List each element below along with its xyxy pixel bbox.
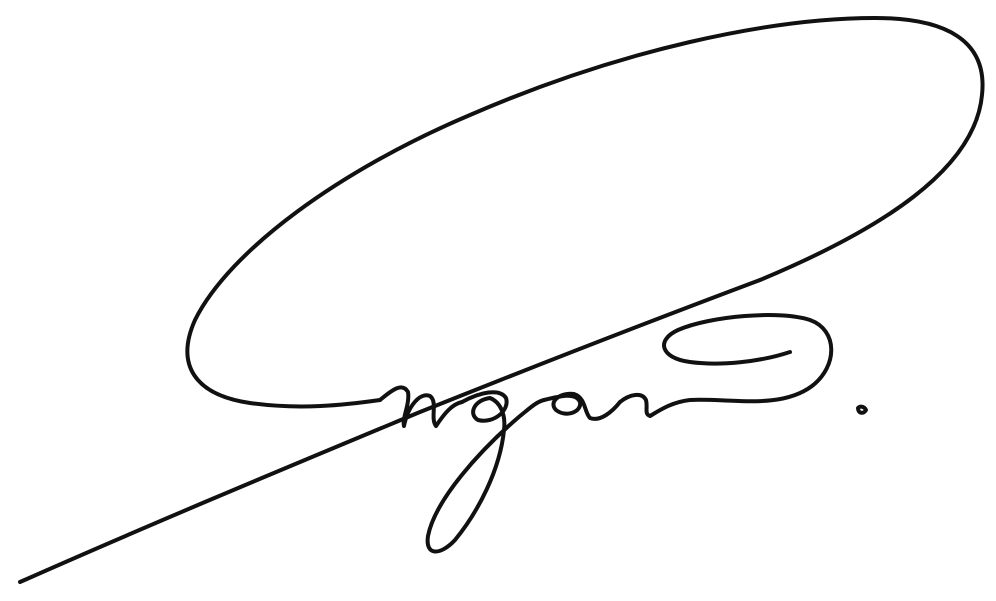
signature-letter-e bbox=[544, 394, 620, 419]
signature-tail-loop bbox=[620, 315, 831, 416]
signature-dot bbox=[858, 407, 866, 413]
signature-baseline-stroke bbox=[20, 280, 760, 582]
signature-letter-n bbox=[380, 387, 462, 426]
